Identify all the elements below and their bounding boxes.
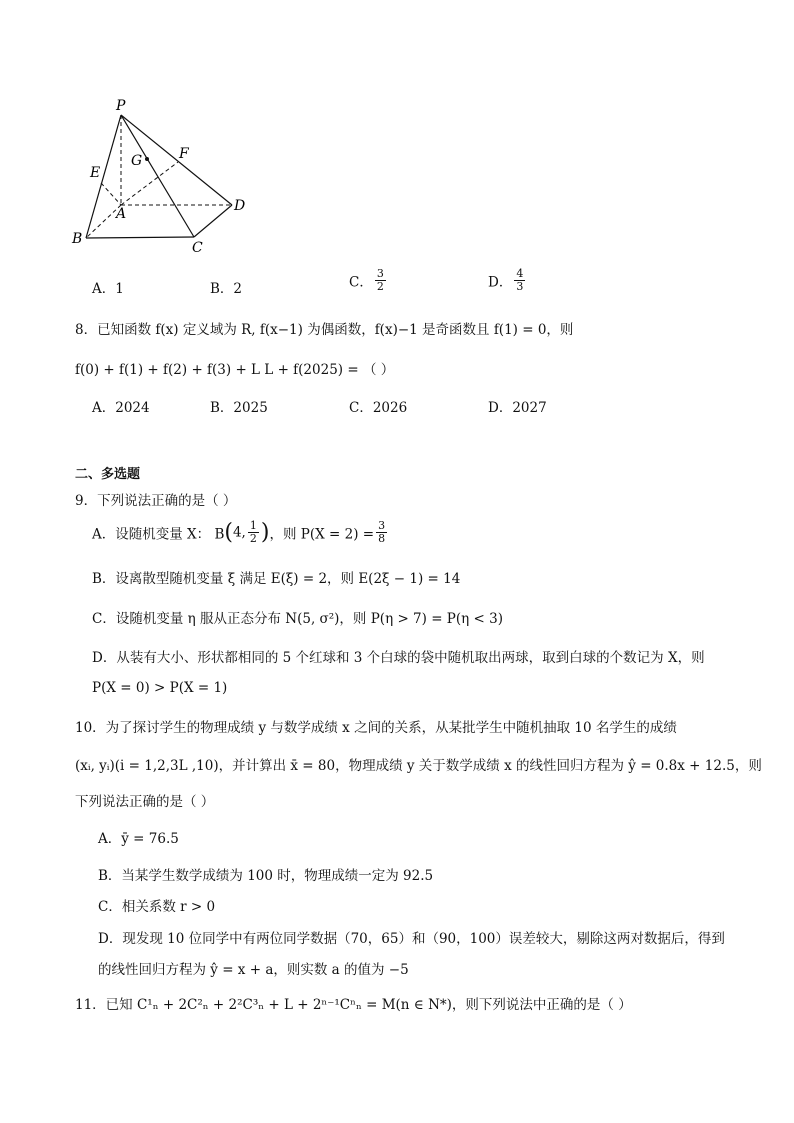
q7-option-a (92, 277, 124, 297)
q9-a-result-den: 8 (378, 532, 386, 545)
q9-a-arg-den: 2 (249, 532, 257, 545)
q10-option-a: A．ȳ = 76.5 (98, 831, 179, 847)
q7-option-c-denominator: 2 (376, 280, 384, 293)
q7-option-a-label: A． (92, 281, 116, 297)
q7-option-d-numerator: 4 (516, 267, 524, 280)
label-g: G (131, 153, 143, 169)
q7-option-d-fraction (514, 268, 525, 293)
q9-option-c: C．设随机变量 η 服从正态分布 N(5, σ²)，则 P(η > 7) = P(η < 3) (92, 611, 503, 627)
label-d: D (234, 198, 246, 214)
section-title: 二、多选题 (75, 467, 141, 482)
q9-option-a (92, 520, 389, 545)
q11-line1: 11．已知 C¹ₙ + 2C²ₙ + 2²C³ₙ + L + 2ⁿ⁻¹Cⁿₙ = M(n ∈ N*)，则下列说法中正确的是（ ） (75, 997, 632, 1013)
q9-a-paren-close: ) (260, 520, 270, 545)
q10-option-d-line2: 的线性回归方程为 ŷ = x + a，则实数 a 的值为 −5 (98, 962, 409, 978)
q7-option-b (210, 277, 242, 297)
q8-line2: f(0) + f(1) + f(2) + f(3) + L L + f(2025) = （ ） (75, 362, 395, 378)
q8-line1: 8．已知函数 f(x) 定义域为 R, f(x−1) 为偶函数，f(x)−1 是奇函数且 f(1) = 0，则 (75, 322, 574, 338)
q9-a-prefix: A．设随机变量 X： B (92, 526, 225, 543)
label-a: A (116, 206, 127, 222)
label-p: P (116, 98, 126, 114)
pyramid-diagram (60, 95, 260, 260)
q10-line1: 10．为了探讨学生的物理成绩 y 与数学成绩 x 之间的关系，从某批学生中随机抽取 10 名学生的成绩 (75, 720, 677, 736)
q10-line2: (xᵢ, yᵢ)(i = 1,2,3L ,10)，并计算出 x̄ = 80，物理成绩 y 关于数学成绩 x 的线性回归方程为 ŷ = 0.8x + 12.5，则 (75, 758, 762, 774)
q8-option-d: D．2027 (488, 400, 547, 416)
edge-bc (86, 237, 194, 238)
q7-option-d-label: D． (488, 274, 513, 291)
q9-a-args: 4, (232, 524, 246, 541)
edge-pc (121, 115, 194, 237)
q7-option-b-label: B． (210, 281, 234, 297)
q7-option-c-fraction (375, 268, 386, 293)
q8-option-b: B．2025 (210, 400, 268, 416)
q9-a-mid: ，则 P(X = 2) = (269, 526, 375, 543)
q7-option-c-numerator: 3 (376, 267, 384, 280)
label-c: C (192, 240, 203, 256)
q10-option-b: B．当某学生数学成绩为 100 时，物理成绩一定为 92.5 (98, 868, 434, 884)
q10-option-d-line1: D．现发现 10 位同学中有两位同学数据（70，65）和（90，100）误差较大，剔除这两对数据后，得到 (98, 931, 725, 947)
q10-line3: 下列说法正确的是（ ） (75, 794, 215, 810)
q9-option-d-line1: D．从装有大小、形状都相同的 5 个红球和 3 个白球的袋中随机取出两球，取到白球的个数记为 X，则 (92, 650, 705, 666)
edge-cd (194, 205, 232, 237)
q8-option-c: C．2026 (349, 400, 408, 416)
segment-ea (101, 183, 121, 205)
label-f: F (179, 146, 189, 162)
q9-stem: 9．下列说法正确的是（ ） (75, 493, 237, 509)
q9-a-paren-open: ( (224, 520, 233, 545)
q10-option-c: C．相关系数 r > 0 (98, 899, 216, 915)
segment-af (121, 162, 178, 205)
q9-option-d-line2: P(X = 0) > P(X = 1) (92, 680, 228, 696)
label-e: E (90, 165, 101, 181)
q7-option-c (349, 268, 388, 293)
q7-option-d (488, 268, 527, 293)
point-g (145, 157, 149, 161)
q7-option-a-value: 1 (115, 281, 124, 297)
q8-option-a: A．2024 (92, 400, 150, 416)
q7-option-c-label: C． (349, 274, 373, 291)
q9-option-b: B．设离散型随机变量 ξ 满足 E(ξ) = 2，则 E(2ξ − 1) = 14 (92, 571, 461, 587)
q9-a-arg-fraction (248, 520, 259, 545)
q7-option-d-denominator: 3 (516, 280, 524, 293)
pyramid-figure (60, 95, 260, 260)
q9-a-arg-num: 1 (249, 519, 257, 532)
q7-option-b-value: 2 (233, 281, 243, 297)
q9-a-result-fraction (376, 520, 387, 545)
label-b: B (72, 231, 83, 247)
q9-a-result-num: 3 (378, 519, 386, 532)
